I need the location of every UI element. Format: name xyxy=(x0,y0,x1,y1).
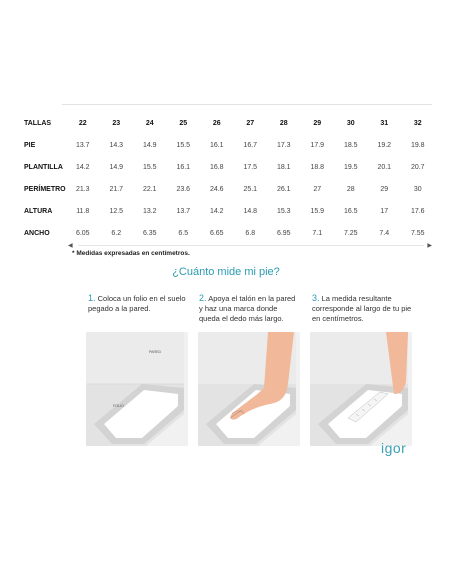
size-col-header: 31 xyxy=(380,119,389,127)
table-cell: 19.2 xyxy=(377,141,392,149)
table-cell: 16.8 xyxy=(209,163,224,171)
table-cell: 29 xyxy=(380,185,389,193)
how-to-measure-title: ¿Cuánto mide mi pie? xyxy=(172,266,280,278)
table-cell: 12.5 xyxy=(109,207,124,215)
size-header-row xyxy=(24,112,435,134)
table-cell: 14.2 xyxy=(209,207,224,215)
row-label: PLANTILLA xyxy=(24,163,63,171)
table-cell: 26.1 xyxy=(276,185,291,193)
table-cell: 17 xyxy=(380,207,389,215)
scroll-left-icon[interactable]: ◀ xyxy=(68,243,73,249)
size-table xyxy=(24,112,435,244)
wall-label: PARED xyxy=(149,350,162,354)
igor-logo: igor xyxy=(381,440,407,456)
table-cell: 14.9 xyxy=(109,163,124,171)
table-cell: 15.9 xyxy=(310,207,325,215)
table-cell: 17.3 xyxy=(276,141,291,149)
step-text: Apoya el talón en la pared y haz una marca donde queda el dedo más largo. xyxy=(199,294,296,323)
ruler-measure-illustration xyxy=(310,332,412,446)
size-col-header: 30 xyxy=(346,119,355,127)
step-3-illustration xyxy=(310,332,412,446)
step-text: Coloca un folio en el suelo pegado a la pared. xyxy=(88,294,186,313)
table-cell: 22.1 xyxy=(142,185,157,193)
step-3 xyxy=(312,293,412,324)
table-row xyxy=(24,222,435,244)
table-cell: 11.8 xyxy=(76,207,90,215)
table-cell: 6.65 xyxy=(209,229,224,237)
table-cell: 15.5 xyxy=(176,141,191,149)
table-cell: 21.3 xyxy=(75,185,90,193)
size-col-header: 25 xyxy=(179,119,188,127)
table-cell: 13.2 xyxy=(142,207,157,215)
room-sheet-illustration xyxy=(86,332,188,446)
table-cell: 6.95 xyxy=(276,229,291,237)
table-cell: 7.1 xyxy=(312,229,323,237)
table-top-divider xyxy=(62,104,432,105)
table-cell: 30 xyxy=(413,185,422,193)
size-col-header: 27 xyxy=(246,119,255,127)
table-cell: 17.9 xyxy=(310,141,325,149)
table-cell: 20.1 xyxy=(377,163,392,171)
table-cell: 13.7 xyxy=(176,207,191,215)
units-note: * Medidas expresadas en centímetros. xyxy=(72,250,190,257)
table-cell: 7.55 xyxy=(410,229,425,237)
table-row xyxy=(24,156,435,178)
table-cell: 19.5 xyxy=(343,163,358,171)
step-number: 2. xyxy=(199,293,207,303)
step-number: 1. xyxy=(88,293,96,303)
table-cell: 6.05 xyxy=(75,229,90,237)
table-cell: 16.5 xyxy=(343,207,358,215)
step-number: 3. xyxy=(312,293,320,303)
size-col-header: 22 xyxy=(78,119,87,127)
table-horizontal-scrollbar[interactable] xyxy=(62,242,432,248)
table-cell: 7.25 xyxy=(343,229,358,237)
table-cell: 6.2 xyxy=(111,229,122,237)
size-col-header: 23 xyxy=(112,119,121,127)
table-cell: 27 xyxy=(313,185,322,193)
size-col-header: 26 xyxy=(212,119,221,127)
foot-on-sheet-illustration xyxy=(198,332,300,446)
sizes-header-label: TALLAS xyxy=(24,119,52,127)
size-col-header: 28 xyxy=(279,119,288,127)
table-cell: 14.2 xyxy=(75,163,90,171)
row-label: PIE xyxy=(24,141,36,149)
size-col-header: 29 xyxy=(313,119,322,127)
table-cell: 16.7 xyxy=(243,141,258,149)
table-cell: 14.3 xyxy=(109,141,124,149)
table-cell: 18.1 xyxy=(276,163,291,171)
table-cell: 23.6 xyxy=(176,185,191,193)
table-cell: 28 xyxy=(346,185,355,193)
table-row xyxy=(24,134,435,156)
table-cell: 15.5 xyxy=(142,163,157,171)
table-cell: 20.7 xyxy=(410,163,425,171)
table-cell: 16.1 xyxy=(209,141,224,149)
step-2-illustration xyxy=(198,332,300,446)
step-1-illustration xyxy=(86,332,188,446)
table-cell: 7.4 xyxy=(379,229,390,237)
step-1 xyxy=(88,293,188,314)
row-label: ANCHO xyxy=(24,229,50,237)
table-cell: 19.8 xyxy=(410,141,425,149)
sheet-label: FOLIO xyxy=(113,404,124,408)
table-cell: 25.1 xyxy=(243,185,258,193)
table-cell: 15.3 xyxy=(276,207,291,215)
table-cell: 18.8 xyxy=(310,163,325,171)
scrollbar-track[interactable] xyxy=(78,245,424,246)
table-cell: 13.7 xyxy=(75,141,90,149)
row-label: PERÍMETRO xyxy=(24,185,66,193)
scroll-right-icon[interactable]: ▶ xyxy=(427,243,432,249)
table-row xyxy=(24,178,435,200)
table-cell: 21.7 xyxy=(109,185,124,193)
table-row xyxy=(24,200,435,222)
table-cell: 16.1 xyxy=(176,163,191,171)
table-cell: 6.35 xyxy=(142,229,157,237)
table-cell: 17.6 xyxy=(410,207,425,215)
row-label: ALTURA xyxy=(24,207,53,215)
table-cell: 6.8 xyxy=(245,229,256,237)
step-2 xyxy=(199,293,299,324)
step-text: La medida resultante corresponde al largo de tu pie en centímetros. xyxy=(312,294,412,323)
table-cell: 24.6 xyxy=(209,185,224,193)
size-col-header: 32 xyxy=(413,119,422,127)
table-cell: 14.8 xyxy=(243,207,258,215)
table-cell: 6.5 xyxy=(178,229,189,237)
size-col-header: 24 xyxy=(145,119,154,127)
table-cell: 17.5 xyxy=(243,163,258,171)
table-cell: 14.9 xyxy=(142,141,157,149)
table-cell: 18.5 xyxy=(343,141,358,149)
